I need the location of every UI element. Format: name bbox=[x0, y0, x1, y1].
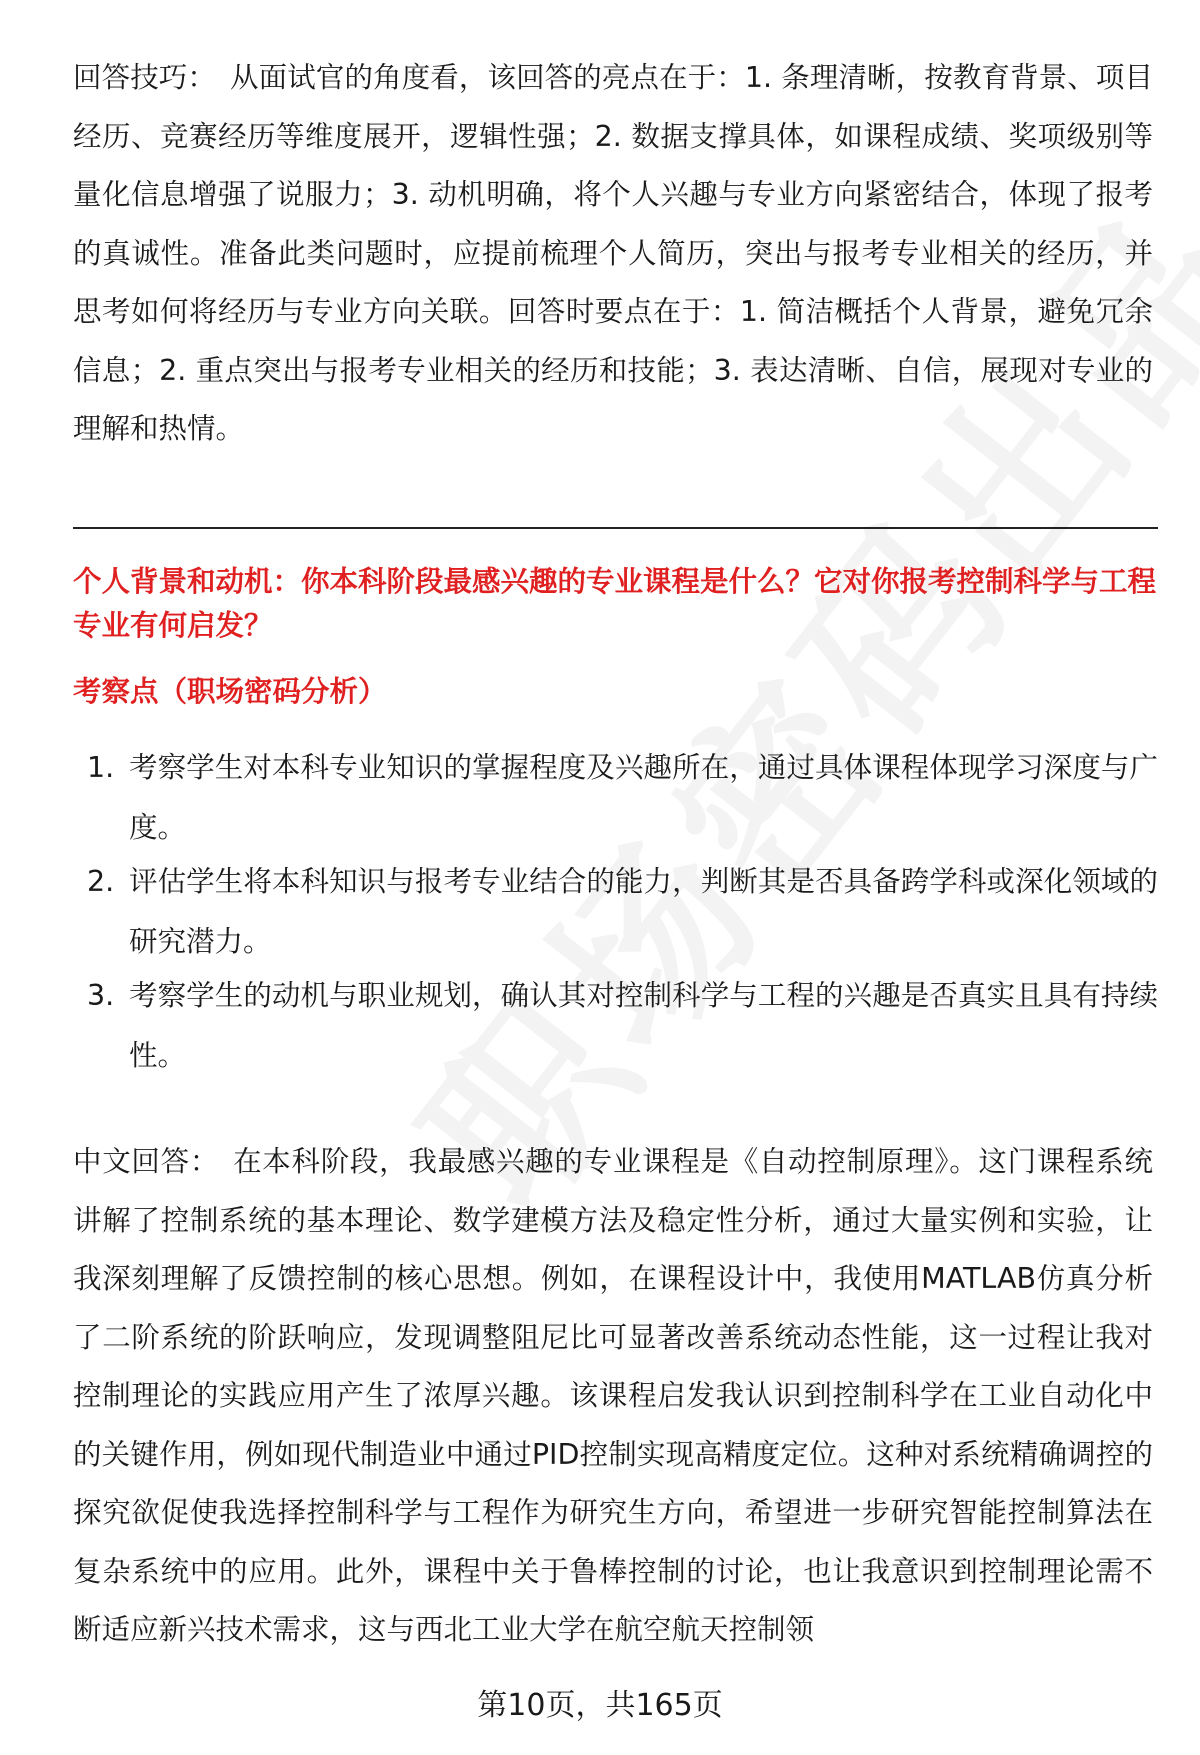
list-item-number: 1. bbox=[87, 751, 115, 784]
list-item bbox=[73, 738, 1158, 858]
list-item-text: 评估学生将本科知识与报考专业结合的能力，判断其是否具备跨学科或深化领域的研究潜力。 bbox=[129, 865, 1158, 958]
answer-tips-label: 回答技巧： bbox=[73, 61, 217, 94]
list-item-number: 2. bbox=[87, 865, 115, 898]
answer-tips-paragraph bbox=[73, 49, 1153, 459]
list-item-text: 考察学生的动机与职业规划，确认其对控制科学与工程的兴趣是否真实且具有持续性。 bbox=[129, 979, 1158, 1072]
chinese-answer-paragraph bbox=[73, 1133, 1153, 1660]
list-item bbox=[73, 966, 1158, 1086]
assessment-points-title: 考察点（职场密码分析） bbox=[73, 675, 387, 708]
question-title: 个人背景和动机：你本科阶段最感兴趣的专业课程是什么？它对你报考控制科学与工程专业有何启发？ bbox=[73, 565, 1157, 642]
page-number-footer: 第10页，共165页 bbox=[477, 1688, 723, 1723]
list-item bbox=[73, 852, 1158, 972]
answer-tips-text: 从面试官的角度看，该回答的亮点在于：1. 条理清晰，按教育背景、项目经历、竞赛经历等维度展开，逻辑性强；2. 数据支撑具体，如课程成绩、奖项级别等量化信息增强了说服力；3. 动机明确，将个人兴趣与专业方向紧密结合，体现了报考的真诚性。准备此类问题时，应提前梳理个人简历，突出与报考专业相关的经历，并思考如何将经历与专业方向关联。回答时要点在于：1. 简洁概括个人背景，避免冗余信息；2. 重点突出与报考专业相关的经历和技能；3. 表达清晰、自信，展现对专业的理解和热情。 bbox=[73, 61, 1153, 445]
list-item-number: 3. bbox=[87, 979, 115, 1012]
assessment-points-list bbox=[73, 738, 1158, 1086]
chinese-answer-label: 中文回答： bbox=[73, 1145, 220, 1178]
section-divider bbox=[73, 527, 1158, 529]
chinese-answer-text: 在本科阶段，我最感兴趣的专业课程是《自动控制原理》。这门课程系统讲解了控制系统的基本理论、数学建模方法及稳定性分析，通过大量实例和实验，让我深刻理解了反馈控制的核心思想。例如，在课程设计中，我使用MATLAB仿真分析了二阶系统的阶跃响应，发现调整阻尼比可显著改善系统动态性能，这一过程让我对控制理论的实践应用产生了浓厚兴趣。该课程启发我认识到控制科学在工业自动化中的关键作用，例如现代制造业中通过PID控制实现高精度定位。这种对系统精确调控的探究欲促使我选择控制科学与工程作为研究生方向，希望进一步研究智能控制算法在复杂系统中的应用。此外，课程中关于鲁棒控制的讨论，也让我意识到控制理论需不断适应新兴技术需求，这与西北工业大学在航空航天控制领 bbox=[73, 1145, 1153, 1646]
list-item-text: 考察学生对本科专业知识的掌握程度及兴趣所在，通过具体课程体现学习深度与广度。 bbox=[129, 751, 1158, 844]
